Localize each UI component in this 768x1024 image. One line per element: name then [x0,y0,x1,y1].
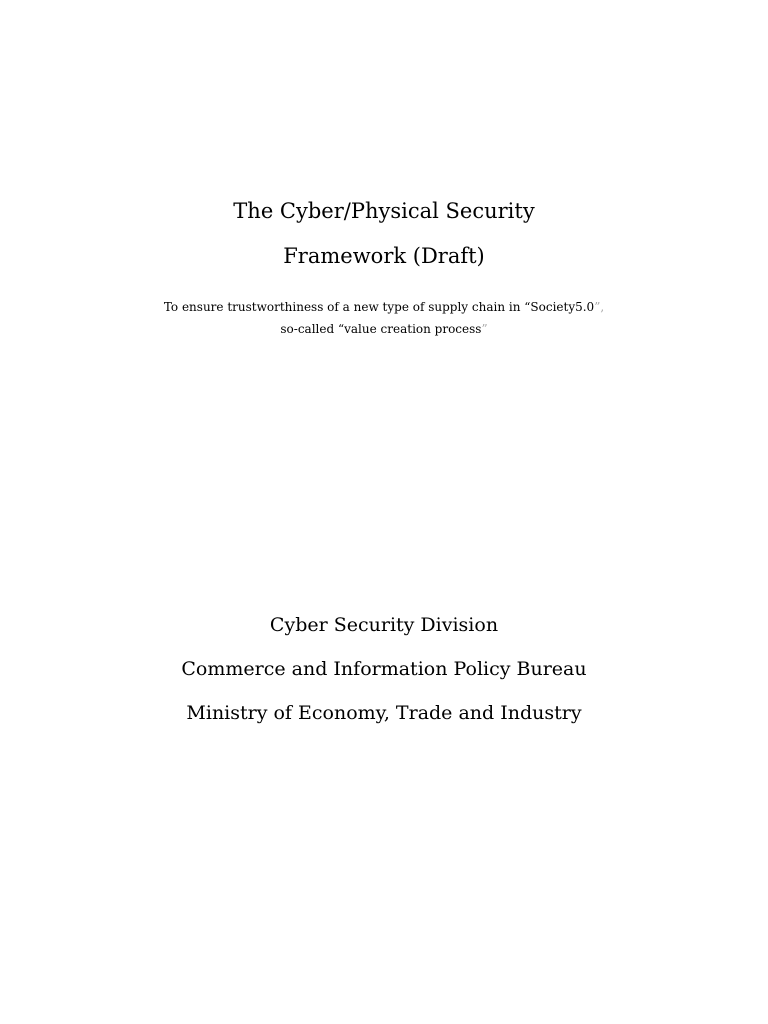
subtitle-line-2-text: so-called “value creation process [280,322,482,336]
subtitle-line-2-tail: ” [481,322,488,336]
subtitle-line-1-text: To ensure trustworthiness of a new type of supply chain in “Society5.0 [163,300,595,314]
document-title-line-1: The Cyber/Physical Security [233,199,535,223]
organization-division: Cyber Security Division [269,614,499,636]
document-title-line-2: Framework (Draft) [283,244,485,268]
organization-bureau: Commerce and Information Policy Bureau [181,658,587,680]
subtitle-line-1-tail: ”, [594,300,605,314]
document-subtitle-line-2 [0,321,768,337]
organization-ministry: Ministry of Economy, Trade and Industry [186,702,582,724]
document-subtitle-line-1 [0,299,768,315]
